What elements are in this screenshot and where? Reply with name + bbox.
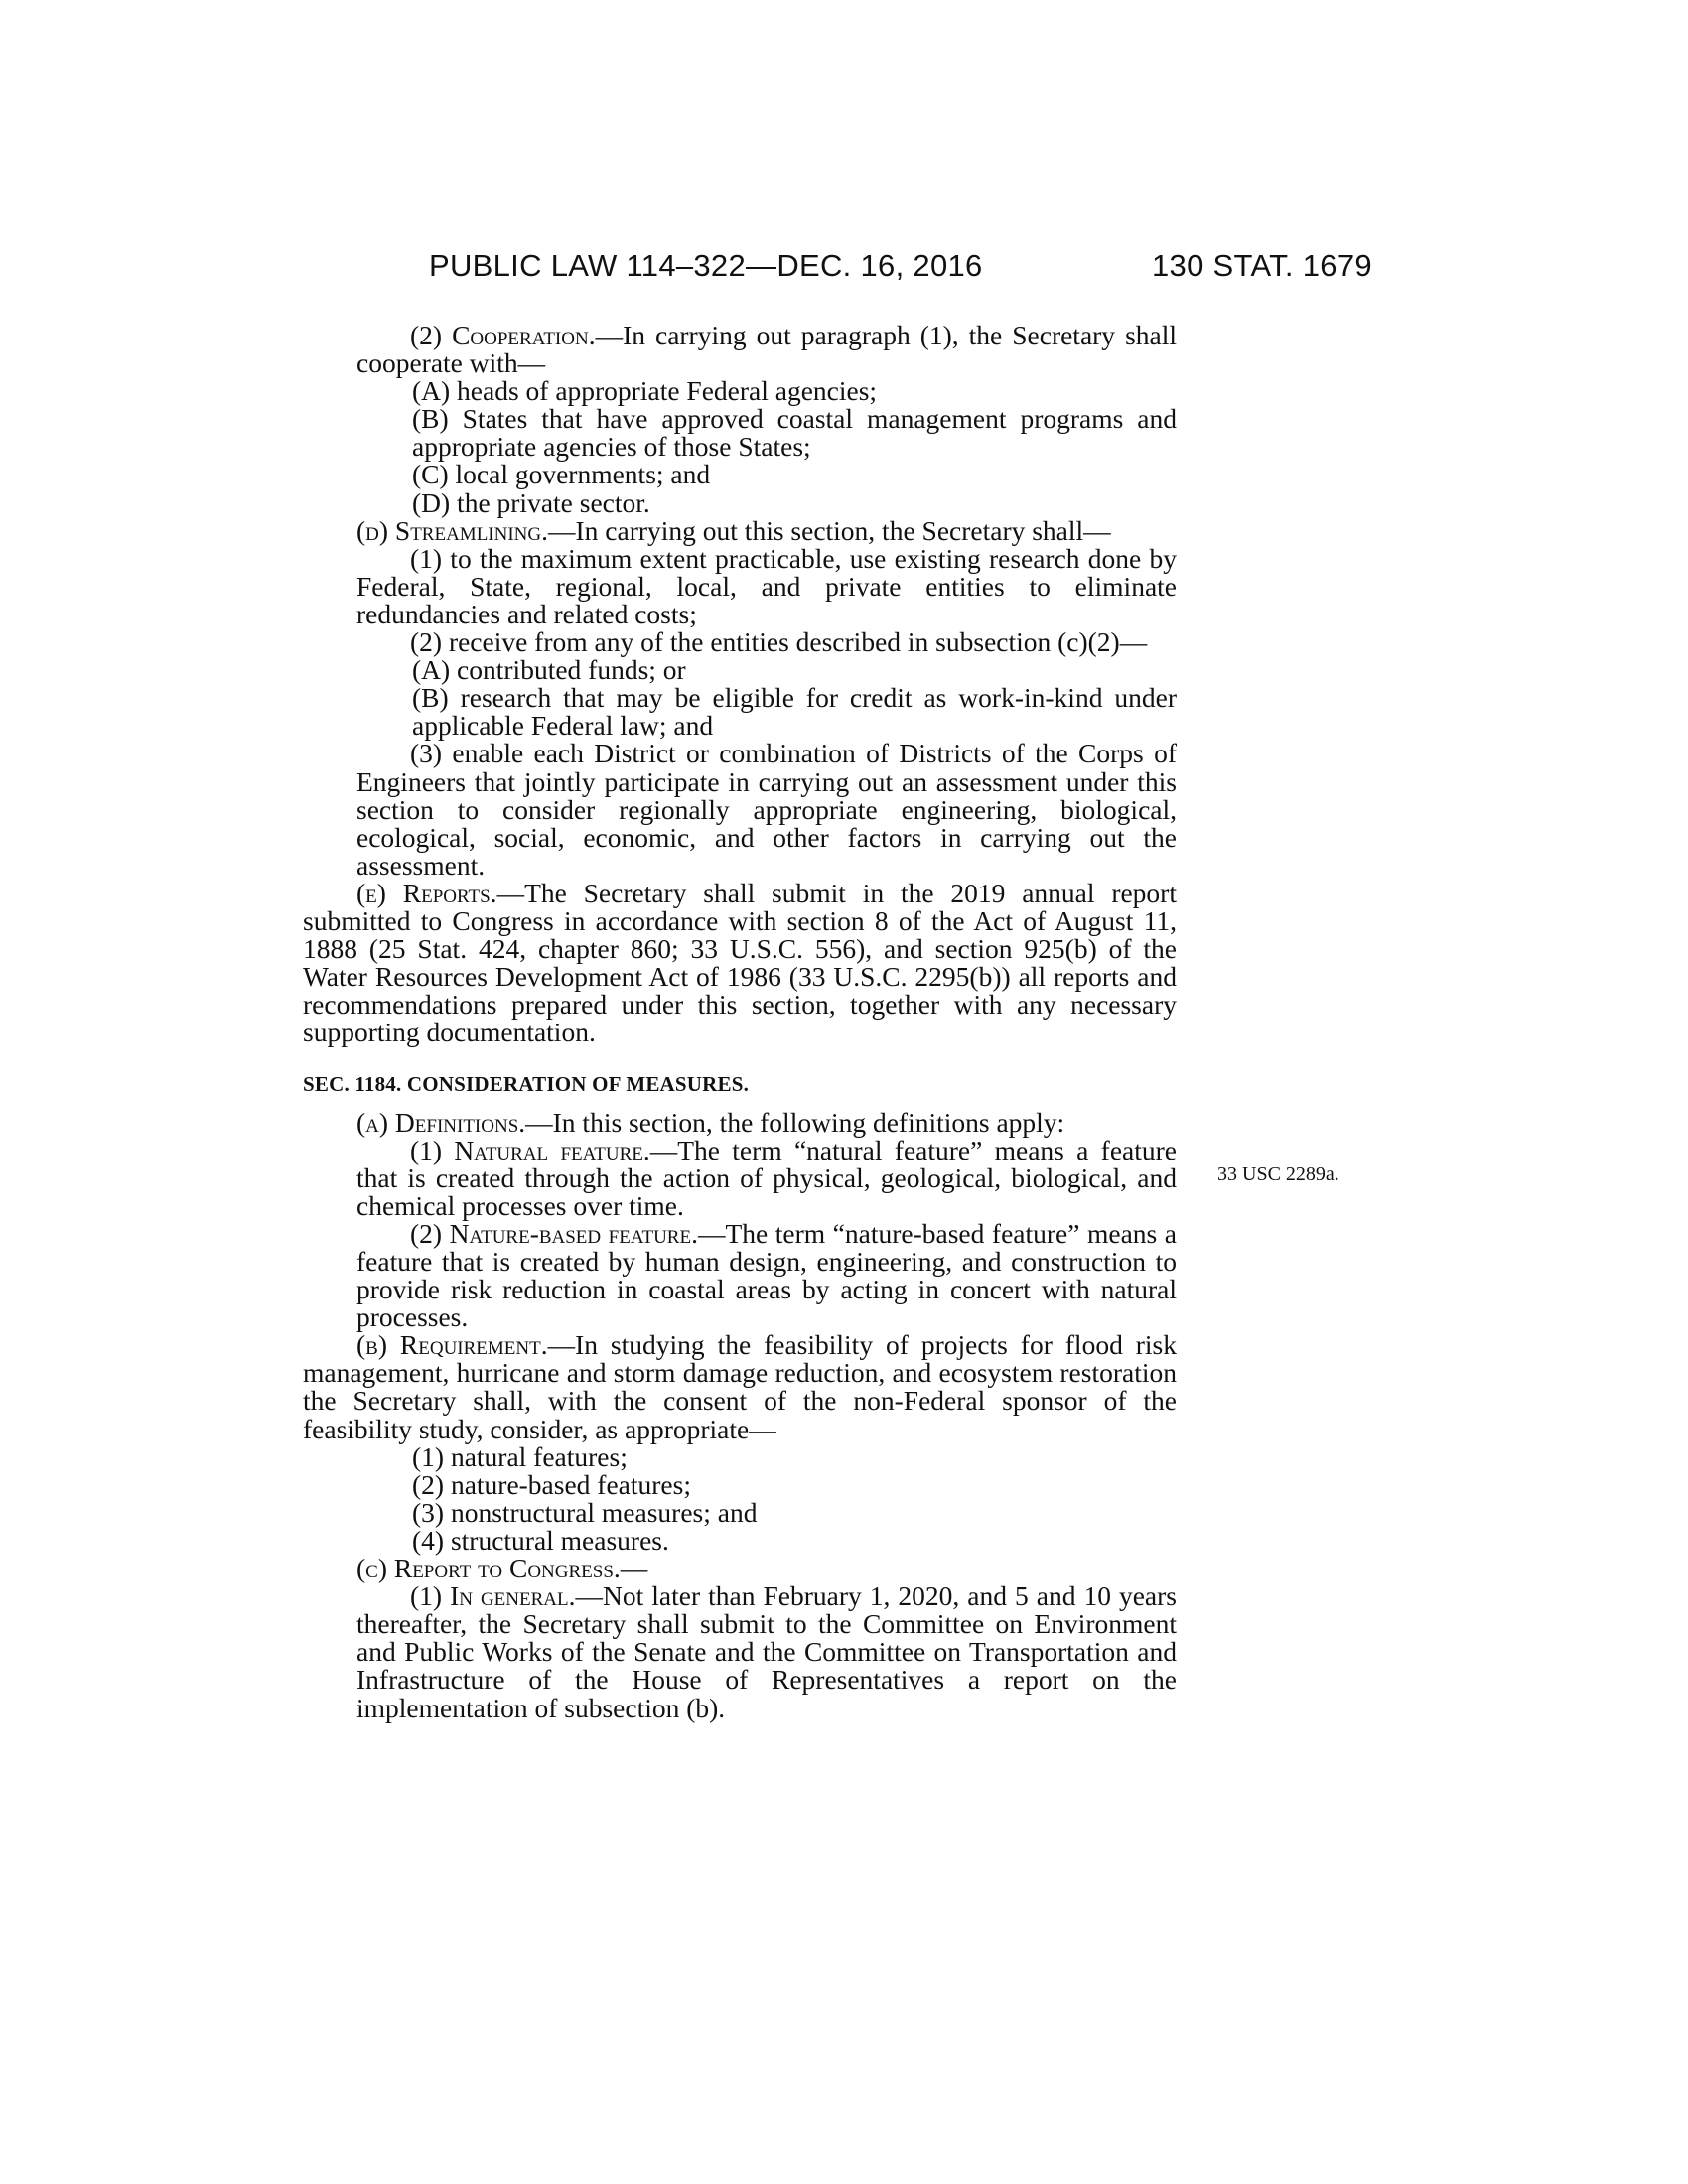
list-item-text: (B) States that have approved coastal management programs and appropriate agencies of those States;: [412, 403, 1177, 463]
paragraph-text: —Not later than February 1, 2020, and 5 and 10 years thereafter, the Secretary shall submit to the Committee on Environment and Public Works of the Senate and the Committee on Transportation and Infrastructure of the House of Representatives a report on the implementation of subsection (b).: [356, 1580, 1177, 1723]
subsection-b-requirement: [303, 1331, 1177, 1442]
list-item-c2b: [303, 405, 1177, 461]
section-title: SEC. 1184. CONSIDERATION OF MEASURES.: [303, 1072, 750, 1097]
subsection-c-report-to-congress: (c) Report to Congress.—: [356, 1553, 648, 1584]
subsection-text: —In this section, the following definitions apply:: [525, 1106, 1065, 1138]
paragraph-d1: (1) to the maximum extent practicable, use existing research done by Federal, State, regional, local, and private entities to eliminate redundancies and related costs;: [356, 542, 1177, 629]
paragraph-c1: [303, 1582, 1177, 1721]
subsection-heading: (a) Definitions.: [356, 1106, 526, 1138]
list-item-d2a: (A) contributed funds; or: [412, 654, 686, 686]
list-item-b1: (1) natural features;: [412, 1440, 628, 1472]
paragraph-text: —The term “nature-based feature” means a feature that is created by human design, engineering, and construction to provide risk reduction in coastal areas by acting in concert with natural processes.: [356, 1217, 1177, 1333]
paragraph-d3: [303, 740, 1177, 879]
subsection-a-definitions: [303, 1106, 1177, 1138]
list-item-b4: (4) structural measures.: [412, 1524, 669, 1556]
document-body: [303, 322, 1177, 1722]
paragraph-a1: [303, 1134, 1177, 1221]
paragraph-text: (3) enable each District or combination of Districts of the Corps of Engineers that jointly participate in carrying out an assessment under this section to consider regionally appropriate engineering, biological, ecological, social, economic, and other factors in carrying out the assessment.: [356, 738, 1177, 881]
list-item-b2: (2) nature-based features;: [412, 1468, 691, 1500]
margin-citation: 33 USC 2289a.: [1217, 1163, 1339, 1185]
paragraph-c2-cooperation: [303, 322, 1177, 377]
list-item-c2a: (A) heads of appropriate Federal agencies;: [412, 375, 878, 407]
paragraph-d2: (2) receive from any of the entities described in subsection (c)(2)—: [410, 626, 1148, 658]
paragraph-a2: [303, 1217, 1177, 1333]
subsection-d-streamlining: [303, 514, 1177, 546]
paragraph-text: —The term “natural feature” means a feature that is created through the action of physical, geological, biological, and chemical processes over time.: [356, 1134, 1177, 1221]
list-item-c2d: (D) the private sector.: [412, 486, 650, 518]
list-item-c2c: (C) local governments; and: [412, 459, 711, 490]
running-header-title: PUBLIC LAW 114–322—DEC. 16, 2016: [429, 248, 983, 283]
list-item-b3: (3) nonstructural measures; and: [412, 1496, 758, 1528]
paragraph-heading: (1) In general.: [410, 1580, 576, 1612]
paragraph-heading: (2) Cooperation.: [410, 320, 596, 350]
subsection-text: —The Secretary shall submit in the 2019 annual report submitted to Congress in accordance with section 8 of the Act of August 11, 1888 (25 Stat. 424, chapter 860; 33 U.S.C. 556), and section 925(b) of the Water Resources Development Act of 1986 (33 U.S.C. 2295(b)) all reports and recommendations prepared under this section, together with any necessary supporting documentation.: [303, 877, 1177, 1048]
list-item-d2b: (B) research that may be eligible for credit as work-in-kind under applicable Federal law; and: [412, 682, 1177, 742]
paragraph-text: —In carrying out paragraph (1), the Secretary shall cooperate with—: [356, 320, 1178, 379]
page-stat-number: 130 STAT. 1679: [1152, 248, 1372, 283]
subsection-heading: (d) Streamlining.: [356, 514, 549, 546]
subsection-heading: (e) Reports.: [356, 877, 497, 908]
subsection-text: —In carrying out this section, the Secretary shall—: [548, 514, 1111, 546]
subsection-e-reports: [303, 877, 1177, 1048]
subsection-text: —In studying the feasibility of projects for flood risk management, hurricane and storm damage reduction, and ecosystem restoration the Secretary shall, with the consent of the non-Federal sponsor of the feasibility study, consider, as appropriate—: [303, 1329, 1177, 1444]
subsection-heading: (b) Requirement.: [356, 1329, 548, 1361]
paragraph-heading: (2) Nature-based feature.: [410, 1217, 698, 1249]
paragraph-heading: (1) Natural feature.: [410, 1134, 650, 1165]
